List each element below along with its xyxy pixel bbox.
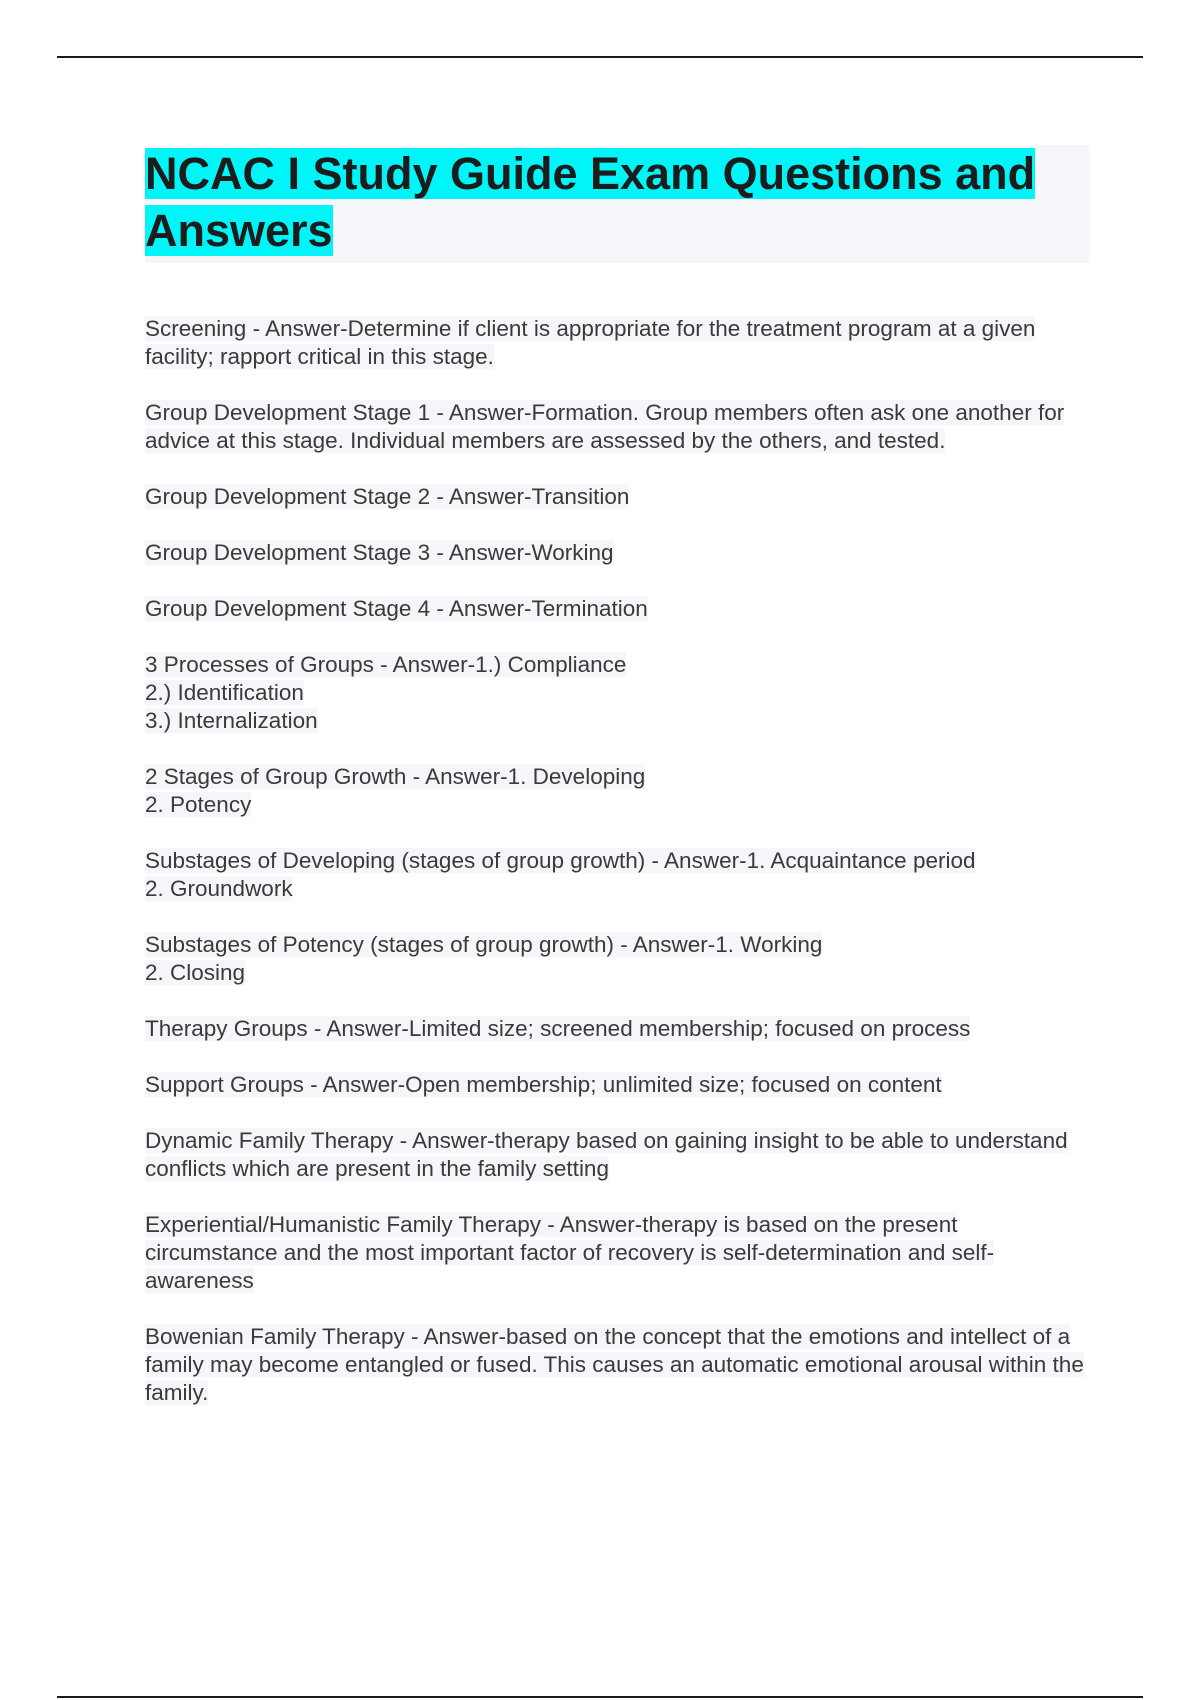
document-body — [145, 145, 1090, 1435]
qa-item: Group Development Stage 2 - Answer-Transition — [145, 484, 630, 509]
page-bottom-rule — [57, 1696, 1143, 1698]
qa-item: Group Development Stage 1 - Answer-Formation. Group members often ask one another for advice at this stage. Individual members are assessed by the others, and tested. — [145, 400, 1065, 453]
qa-item: Therapy Groups - Answer-Limited size; screened membership; focused on process — [145, 1016, 971, 1041]
document-title: NCAC I Study Guide Exam Questions and Answers — [145, 148, 1036, 256]
qa-item: Screening - Answer-Determine if client is appropriate for the treatment program at a given facility; rapport critical in this stage. — [145, 316, 1036, 369]
qa-item: Substages of Potency (stages of group growth) - Answer-1. Working 2. Closing — [145, 932, 823, 985]
qa-item: Support Groups - Answer-Open membership; unlimited size; focused on content — [145, 1072, 942, 1097]
qa-item: Bowenian Family Therapy - Answer-based on the concept that the emotions and intellect of a family may become entangled or fused. This causes an automatic emotional arousal within the family. — [145, 1324, 1084, 1405]
qa-list — [145, 315, 1090, 1407]
qa-item: Group Development Stage 3 - Answer-Working — [145, 540, 614, 565]
qa-item: Substages of Developing (stages of group growth) - Answer-1. Acquaintance period 2. Groundwork — [145, 848, 976, 901]
page-top-rule — [57, 56, 1143, 58]
qa-item: 3 Processes of Groups - Answer-1.) Compliance 2.) Identification 3.) Internalization — [145, 652, 627, 733]
qa-item: Experiential/Humanistic Family Therapy - Answer-therapy is based on the present circumstance and the most important factor of recovery is self-determination and self-awareness — [145, 1212, 995, 1293]
qa-item: Dynamic Family Therapy - Answer-therapy based on gaining insight to be able to understand conflicts which are present in the family setting — [145, 1128, 1068, 1181]
title-block — [145, 145, 1090, 263]
qa-item: Group Development Stage 4 - Answer-Termination — [145, 596, 648, 621]
qa-item: 2 Stages of Group Growth - Answer-1. Developing 2. Potency — [145, 764, 646, 817]
